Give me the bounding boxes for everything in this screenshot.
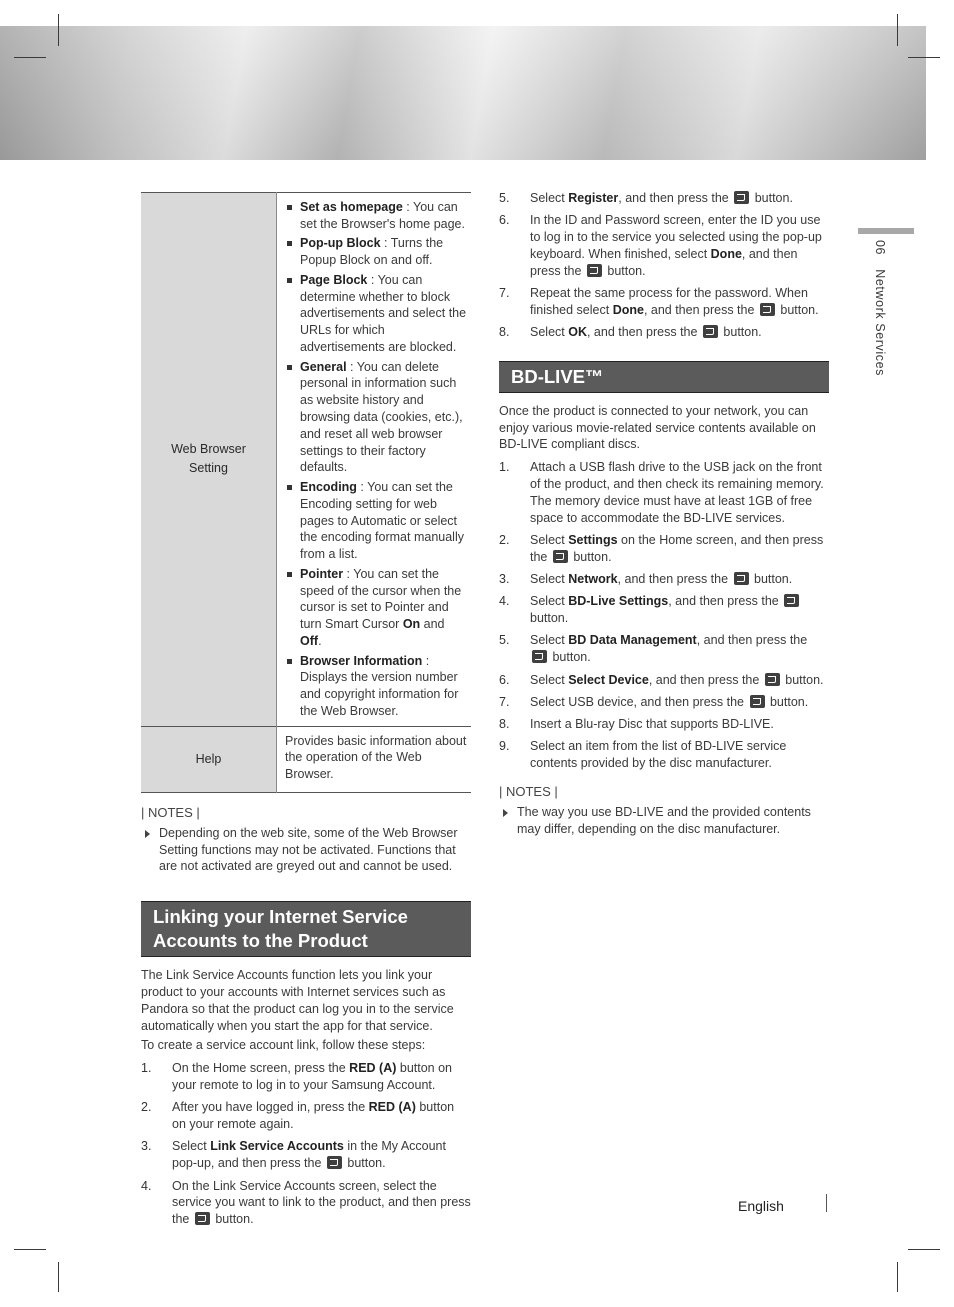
- list-item: Set as homepage : You can set the Browser's home page.: [285, 199, 467, 233]
- chapter-title: Network Services: [872, 269, 887, 377]
- table-row: [141, 726, 471, 792]
- step-item: 4. Select BD-Live Settings, and then press the button.: [499, 593, 829, 627]
- notes-title: | NOTES |: [499, 784, 558, 800]
- link-steps-continued: [499, 190, 829, 341]
- step-item: 8. Select OK, and then press the button.: [499, 325, 762, 340]
- enter-button-icon: [532, 650, 547, 663]
- notes-right: [499, 784, 829, 837]
- list-item: General : You can delete personal in information such as website history and browsing data (cookies, etc.), and reset all web browser settings to their factory defaults.: [285, 359, 467, 477]
- step-item: 2. After you have logged in, press the RED (A) button on your remote again.: [141, 1100, 455, 1132]
- step-item: 3. Select Network, and then press the button.: [499, 572, 793, 587]
- notes-title: | NOTES |: [141, 805, 200, 821]
- row-body: Provides basic information about the operation of the Web Browser.: [285, 733, 467, 782]
- enter-button-icon: [750, 695, 765, 708]
- step-item: 8. Insert a Blu-ray Disc that supports BD-LIVE.: [499, 717, 774, 732]
- list-item: Pop-up Block : Turns the Popup Block on and off.: [285, 235, 467, 269]
- left-column: [141, 192, 471, 1233]
- enter-button-icon: [553, 550, 568, 563]
- step-item: 7. Repeat the same process for the password. When finished select Done, and then press the button.: [499, 285, 819, 317]
- row-body: [277, 193, 472, 727]
- step-item: 5. Select BD Data Management, and then press the button.: [499, 633, 808, 665]
- crop-mark: [908, 1249, 940, 1250]
- row-label-help: Help: [141, 726, 277, 792]
- list-item: Pointer : You can set the speed of the cursor when the cursor is set to Pointer and turn Smart Cursor On and Off.: [285, 566, 467, 650]
- step-item: 6. In the ID and Password screen, enter the ID you use to log in to the service you selected using the pop-up keyboard. When finished, select Done, and then press the button.: [499, 213, 822, 278]
- chapter-number: 06: [872, 240, 887, 256]
- crop-mark: [897, 1262, 898, 1292]
- notes-left: [141, 805, 471, 875]
- section-heading-link-accounts: Linking your Internet Service Accounts to the Product: [141, 901, 471, 957]
- table-row: [141, 193, 471, 727]
- list-item: Encoding : You can set the Encoding setting for web pages to Automatic or select the encoding format manually from a list.: [285, 479, 467, 563]
- footer-language: English: [738, 1198, 784, 1214]
- triangle-bullet-icon: [503, 809, 508, 817]
- enter-button-icon: [703, 325, 718, 338]
- link-steps: [141, 1060, 471, 1228]
- crop-mark: [14, 1249, 46, 1250]
- step-item: 9. Select an item from the list of BD-LIVE service contents provided by the disc manufacturer.: [499, 739, 787, 771]
- web-browser-options: [285, 199, 467, 720]
- section-heading-bd-live: BD-LIVE™: [499, 361, 829, 393]
- step-item: 6. Select Select Device, and then press the button.: [499, 672, 824, 687]
- list-item: Browser Information : Displays the version number and copyright information for the Web Browser.: [285, 653, 467, 720]
- crop-mark: [58, 1262, 59, 1292]
- chapter-label: [871, 240, 888, 376]
- step-item: 4. On the Link Service Accounts screen, select the service you want to link to the product, and then press the button.: [141, 1178, 471, 1227]
- crop-mark: [14, 57, 46, 58]
- step-item: 5. Select Register, and then press the button.: [499, 191, 793, 205]
- header-banner: [0, 26, 926, 160]
- enter-button-icon: [760, 303, 775, 316]
- bdlive-steps: [499, 459, 829, 772]
- note-item: Depending on the web site, some of the Web Browser Setting functions may not be activated. Functions that are not activated are greyed out and cannot be used.: [141, 825, 471, 875]
- chapter-tab-bar: [858, 228, 914, 234]
- enter-button-icon: [784, 594, 799, 607]
- link-lead: To create a service account link, follow these steps:: [141, 1038, 426, 1053]
- note-item: The way you use BD-LIVE and the provided contents may differ, depending on the disc manufacturer.: [499, 804, 829, 838]
- right-column: [499, 190, 829, 837]
- enter-button-icon: [195, 1212, 210, 1225]
- crop-mark: [897, 14, 898, 46]
- row-label-web-browser-setting: Web Browser Setting: [141, 193, 277, 727]
- enter-button-icon: [587, 264, 602, 277]
- triangle-bullet-icon: [145, 830, 150, 838]
- step-item: 7. Select USB device, and then press the button.: [499, 694, 809, 709]
- crop-mark: [58, 14, 59, 46]
- crop-mark: [908, 57, 940, 58]
- step-item: 1. Attach a USB flash drive to the USB jack on the front of the product, and then check its remaining memory. The memory device must have at least 1GB of free space to accommodate the BD-LIVE services.: [499, 460, 824, 525]
- enter-button-icon: [734, 191, 749, 204]
- enter-button-icon: [765, 673, 780, 686]
- list-item: Page Block : You can determine whether to block advertisements and select the URLs for which advertisements are blocked.: [285, 272, 467, 356]
- step-item: 1. On the Home screen, press the RED (A) button on your remote to log in to your Samsung Account.: [141, 1061, 452, 1093]
- enter-button-icon: [327, 1156, 342, 1169]
- link-intro: The Link Service Accounts function lets you link your product to your accounts with Internet services such as Pandora so that the product can log you in to the service automatically when you start the app for that service.: [141, 968, 454, 1033]
- step-item: 3. Select Link Service Accounts in the My Account pop-up, and then press the button.: [141, 1139, 446, 1171]
- footer-divider: [826, 1194, 827, 1212]
- enter-button-icon: [734, 572, 749, 585]
- step-item: 2. Select Settings on the Home screen, and then press the button.: [499, 532, 824, 564]
- settings-table: [141, 192, 471, 793]
- bdlive-intro: Once the product is connected to your network, you can enjoy various movie-related service contents available on BD-LIVE compliant discs.: [499, 403, 816, 452]
